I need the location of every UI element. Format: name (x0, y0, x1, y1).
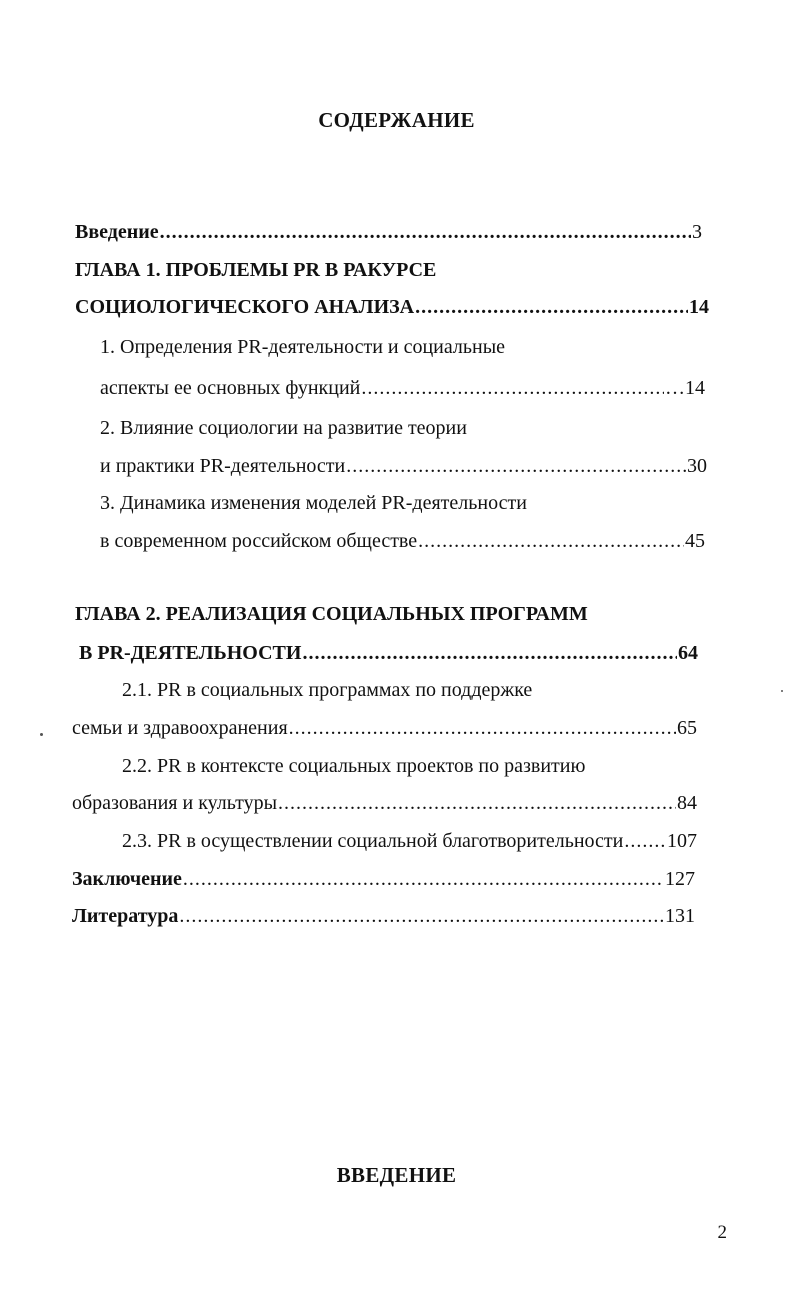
toc-section-title: семьи и здравоохранения (72, 717, 288, 739)
toc-entry-text: Введение (75, 221, 159, 243)
toc-chapter2-line1 (75, 601, 715, 627)
toc-chapter1-line2 (75, 294, 709, 320)
toc-section-title: образования и культуры (72, 792, 278, 814)
toc-leader-dots (302, 640, 677, 666)
toc-entry-page: 131 (665, 905, 695, 927)
toc-chapter1-line1 (75, 257, 715, 283)
toc-section-title: 2.1. PR в социальных программах по поддержке (122, 679, 533, 701)
toc-section-title: и практики PR-деятельности (100, 455, 346, 477)
toc-entry-page: 14 (689, 296, 709, 318)
toc-entry-page: 127 (665, 868, 695, 890)
toc-section-2-line2 (100, 453, 707, 479)
toc-chapter-title: В PR-ДЕЯТЕЛЬНОСТИ (79, 642, 302, 664)
toc-section-2-2-line2 (72, 790, 697, 816)
toc-entry-literature (72, 903, 695, 929)
toc-leader-dots (346, 453, 686, 479)
toc-chapter-title: ГЛАВА 2. РЕАЛИЗАЦИЯ СОЦИАЛЬНЫХ ПРОГРАММ (75, 603, 588, 625)
toc-leader-dots (418, 528, 684, 554)
toc-entry-page: 65 (677, 717, 697, 739)
toc-section-1-line2 (100, 375, 705, 401)
toc-section-2-3 (122, 828, 697, 854)
toc-entry-text: Литература (72, 905, 179, 927)
toc-entry-page: 84 (677, 792, 697, 814)
toc-section-1-line1 (100, 334, 700, 360)
toc-entry-page: 64 (678, 642, 698, 664)
toc-entry-page: 45 (685, 530, 705, 552)
toc-entry-page: 107 (667, 830, 697, 852)
toc-section-title: 2.3. PR в осуществлении социальной благотворительности (122, 830, 624, 852)
toc-entry-conclusion (72, 866, 695, 892)
toc-section-title: в современном российском обществе (100, 530, 418, 552)
page-number: 2 (717, 1222, 727, 1243)
toc-leader-dots (415, 294, 688, 320)
scan-speck (781, 690, 783, 692)
toc-section-2-1-line1 (122, 677, 702, 703)
toc-section-3-line2 (100, 528, 705, 554)
toc-section-title: 2.2. PR в контексте социальных проектов по развитию (122, 755, 586, 777)
toc-entry-introduction (75, 219, 702, 245)
toc-section-title: 2. Влияние социологии на развитие теории (100, 417, 467, 439)
toc-leader-dots (361, 375, 664, 401)
toc-leader-dots (278, 790, 676, 816)
toc-section-title: 1. Определения PR-деятельности и социальные (100, 336, 506, 358)
toc-chapter-title: ГЛАВА 1. ПРОБЛЕМЫ PR В РАКУРСЕ (75, 259, 437, 281)
toc-section-title: 3. Динамика изменения моделей PR-деятельности (100, 492, 527, 514)
toc-section-title: аспекты ее основных функций (100, 377, 361, 399)
contents-title: СОДЕРЖАНИЕ (318, 108, 475, 132)
toc-leader-dots (289, 715, 676, 741)
introduction-heading: ВВЕДЕНИЕ (336, 1163, 457, 1187)
toc-section-2-line1 (100, 415, 700, 441)
toc-entry-page: …14 (665, 377, 705, 399)
toc-leader-dots (179, 903, 664, 929)
toc-section-2-2-line1 (122, 753, 712, 779)
toc-leader-dots (624, 828, 666, 854)
toc-leader-dots (183, 866, 664, 892)
toc-chapter-title: СОЦИОЛОГИЧЕСКОГО АНАЛИЗА (75, 296, 415, 318)
toc-entry-page: 3 (692, 221, 702, 243)
scan-speck (40, 733, 43, 736)
toc-section-2-1-line2 (72, 715, 697, 741)
toc-chapter2-line2 (79, 640, 698, 666)
toc-leader-dots (160, 219, 691, 245)
toc-entry-text: Заключение (72, 868, 182, 890)
toc-section-3-line1 (100, 490, 700, 516)
toc-entry-page: 30 (687, 455, 707, 477)
